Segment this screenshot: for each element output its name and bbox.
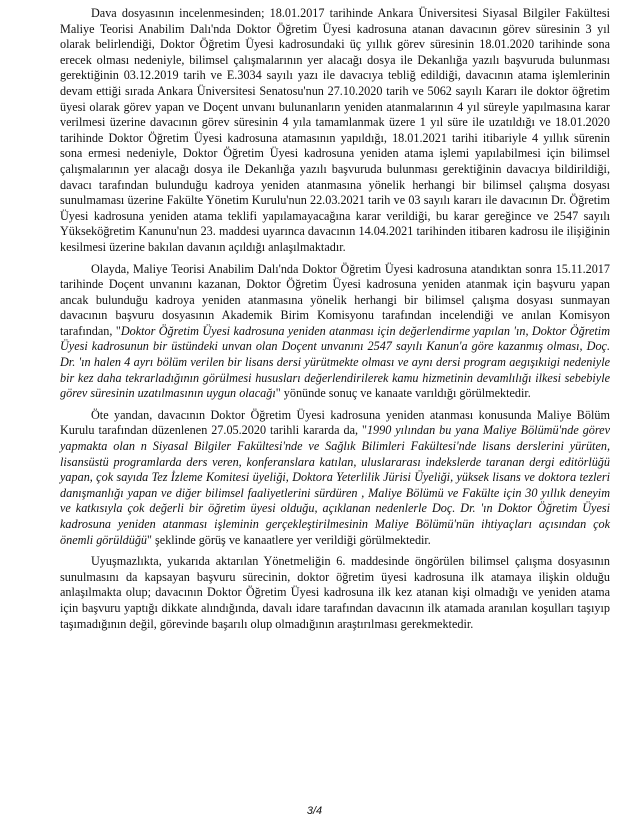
paragraph-1-text: Dava dosyasının incelenmesinden; 18.01.2017 tarihinde Ankara Üniversitesi Siyasal Bilgiler Fakültesi Maliye Teorisi Anabilim Dalı'nda Doktor Öğretim Üyesi kadrosuna atanan davacının görev süresinin 3 yıl olarak belirlendiği, Doktor Öğretim Üyesi kadrosundaki üç yıllık görev süresinin 18.01.2020 tarihinde sona erecek olması nedeniyle, bilimsel çalışmalarının yer alacağı dosya ile Dekanlığa yazılı başvuruda bulunması gerektiğinin 03.12.2019 tarih ve E.3034 sayılı yazı ile davacıya tebliğ edildiği, davacının atama işlemlerinin devam ettiği sırada Ankara Üniversitesi Senatosu'nun 27.10.2020 tarih ve 5062 sayılı Kararı ile doktor öğretim üyesi olarak görev yapan ve Doçent unvanı bulunanların yeniden atanmalarının 4 yıl süreyle yapılmasına karar verilmesi üzerine davacının görev süresinin 4 yıla tamamlanmak üzere 1 yıl süre ile uzatıldığı ve 18.01.2020 tarihinde Doktor Öğretim Üyesi kadrosuna atamasının yapıldığı, 18.01.2021 tarihi itibariyle 4 yıllık sürenin sona ermesi nedeniyle, Doktor Öğretim Üyesi kadrosuna yeniden atama işlemi yapılabilmesi için bilimsel çalışmalarının yer alacağı dosya ile Dekanlığa yazılı başvuruda bulunması gerektiğinin davacıya bildirildiği, davacı tarafından bulunduğu kadroya yeniden atanmasına yönelik herhangi bir bilimsel çalışma dosyası sunulmaması üzerine Fakülte Yönetim Kurulu'nun 22.03.2021 tarih ve 03 sayılı kararı ile davacının Dr. Öğretim Üyesi kadrosuna yeniden atama teklifi yapılamayacağına karar verildiği, bu karar gereğince ve 2547 sayılı Yükseköğretim Kanunu'nun 23. maddesi uyarınca davacının 14.04.2021 tarihinden itibaren kadrosu ile ilişiğinin kesilmesi üzerine bakılan davanın açıldığı anlaşılmaktadır.	[60, 6, 610, 254]
paragraph-2-text-b: " yönünde sonuç ve kanaate varıldığı görülmektedir.	[275, 386, 531, 401]
paragraph-3-quote: 1990 yılından bu yana Maliye Bölümü'nde görev yapmakta olan n Siyasal Bilgiler Fakültesi'nde ve Sağlık Bilimleri Fakültesi'nde lisans derslerini yürüten, lisansüstü programlarda ders veren, konferanslara katılan, uluslararası indekslerde taranan dergi editörlüğü yapan, çok sayıda Tez İzleme Komitesi üyeliği, Doktora Yeterlilik Jürisi Üyeliği, yüksek lisans ve doktora tezleri danışmanlığı yapan ve diğer bilimsel faaliyetlerini sürdüren , Maliye Bölümü ve Fakülte için 30 yıllık deneyim ve katkısıyla çok değerli bir öğretim üyesi olduğu, açıklanan nedenlerle Doç. Dr. 'ın Doktor Öğretim Üyesi kadrosuna yeniden atanması işleminin gerçekleştirilmesinin Maliye Bölümü'nün ihtiyaçları açısından çok önemli görüldüğü	[60, 423, 610, 547]
paragraph-2-text-a: Olayda, Maliye Teorisi Anabilim Dalı'nda Doktor Öğretim Üyesi kadrosuna atandıktan sonra 15.11.2017 tarihinde Doçent unvanını kazanan, Doktor Öğretim Üyesi kadrosuna yeniden atanmak için başvuru yapan ancak bulunduğu kadroya yeniden atanmasına yönelik herhangi bir bilimsel çalışma dosyası sunmayan davacının başvuru dosyasının Akademik Birim Komisyonu tarafından incelendiği ve anılan Komisyon tarafından, "	[60, 261, 610, 338]
paragraph-3-text-b: " şeklinde görüş ve kanaatlere yer verildiği görülmektedir.	[147, 532, 431, 547]
paragraph-3-text-a: Öte yandan, davacının Doktor Öğretim Üyesi kadrosuna yeniden atanması konusunda Maliye Bölüm Kurulu tarafından düzenlenen 27.05.2020 tarihli kararda da, "	[60, 407, 610, 438]
page-number: 3/4	[306, 805, 323, 817]
paragraph-4-text: Uyuşmazlıkta, yukarıda aktarılan Yönetmeliğin 6. maddesinde öngörülen bilimsel çalışma dosyasının sunulmasını da kapsayan başvuru sürecinin, doktor öğretim üyesi kadrosuna ilk atamaya ilişkin olduğu anlaşılmakta olup; davacının Doktor Öğretim Üyesi kadrosuna ilk kez atanan kişi olmadığı ve yeniden atama için başvuru yaptığı dikkate alındığında, davalı idare tarafından davacının ilk atamada aranılan koşulları taşıyıp taşımadığının değil, görevinde başarılı olup olmadığının araştırılması gerekmektedir.	[60, 554, 610, 631]
paragraph-2	[60, 262, 610, 402]
paragraph-1	[60, 6, 610, 256]
paragraph-3	[60, 408, 610, 548]
paragraph-2-quote: Doktor Öğretim Üyesi kadrosuna yeniden atanması için değerlendirme yapılan 'ın, Doktor Öğretim Üyesi kadrosunun bir üstündeki unvan olan Doçent unvanını 2547 sayılı Kanun'a göre kazanmış olması, Doç. Dr. 'ın halen 4 ayrı bölüm verilen bir lisans dersi yürütmekte olması ve aynı dersi program aegışıkıigi nedeniyle bir kez daha tekrarladığının görülmesi hususları değerlendirilerek kamu hizmetinin devamlılığı ilkesi sebebiyle görev süresinin uzatılmasının uygun olacağı	[60, 323, 610, 401]
paragraph-4	[60, 554, 610, 632]
